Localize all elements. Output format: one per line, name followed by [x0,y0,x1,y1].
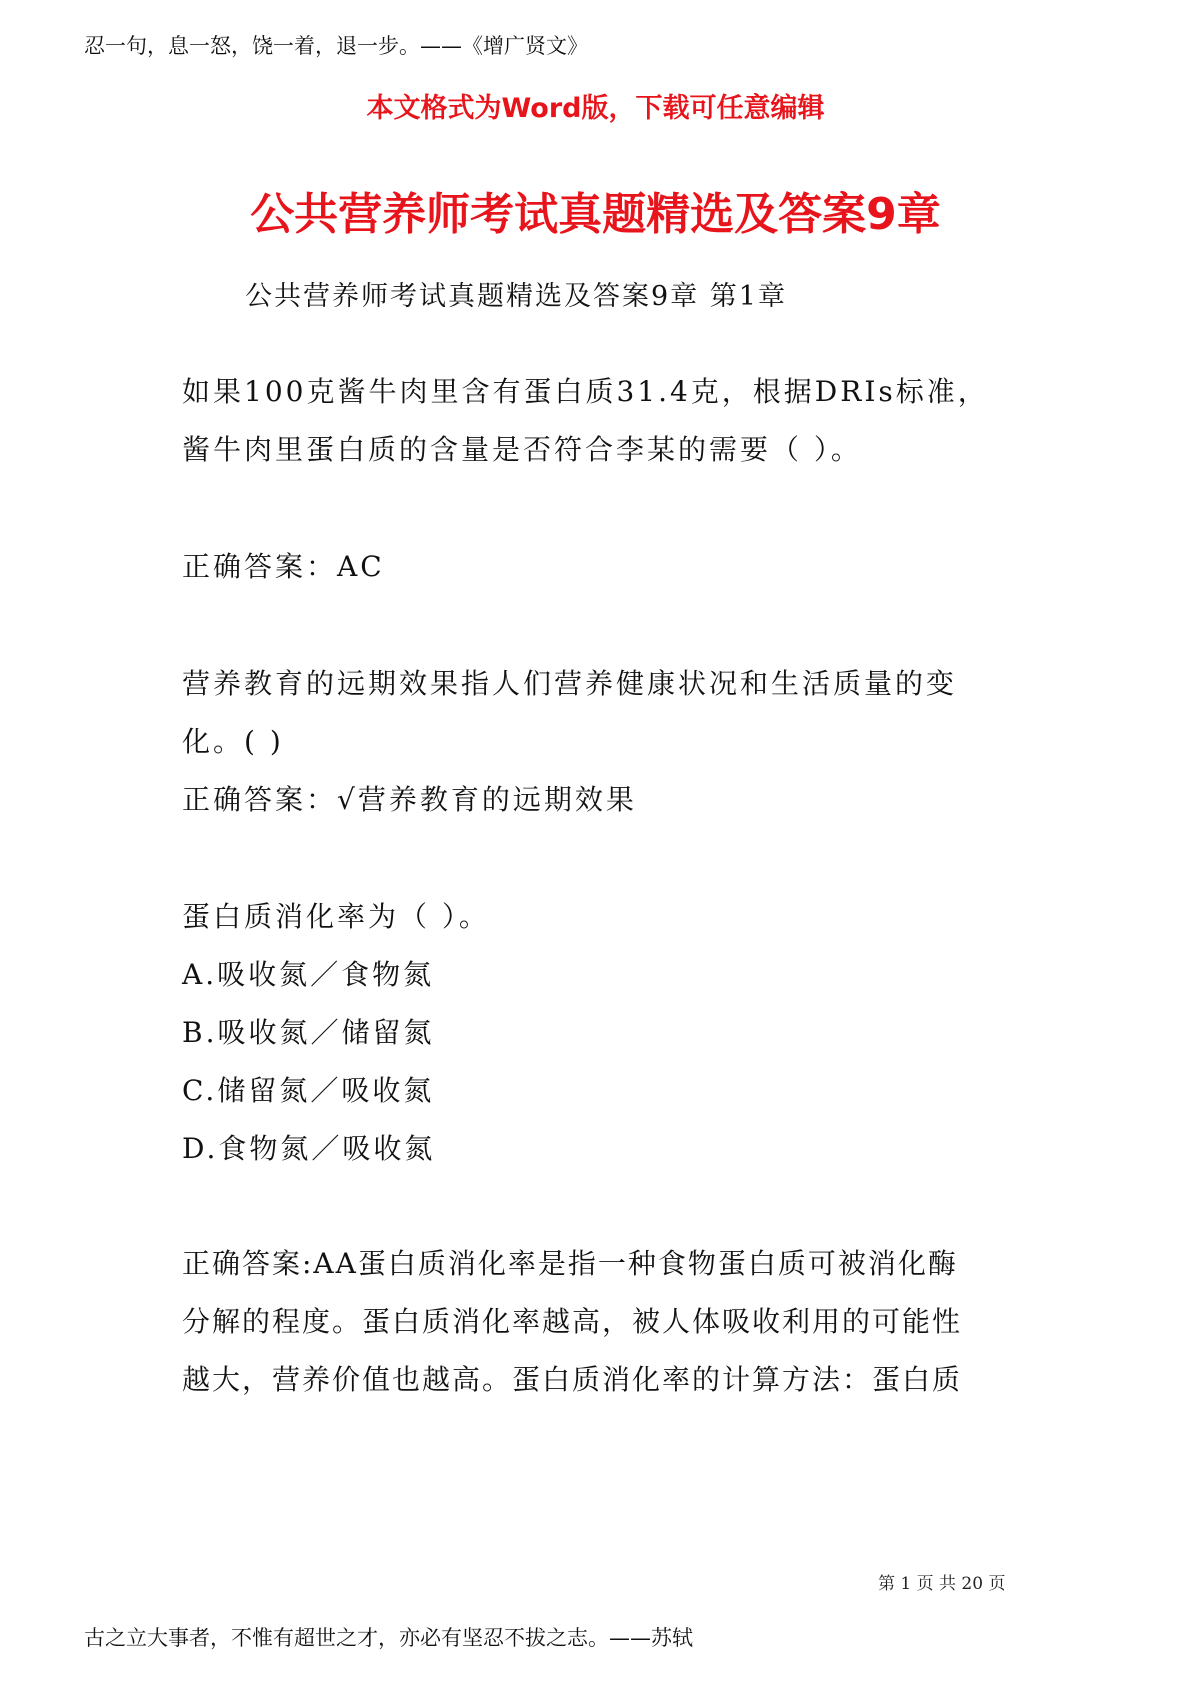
question-2-line-1: 营养教育的远期效果指人们营养健康状况和生活质量的变 [182,667,958,700]
question-3-option-d: D.食物氮／吸收氮 [182,1132,436,1165]
question-2-answer: 正确答案：√营养教育的远期效果 [182,783,637,816]
question-3-answer-line-3: 越大，营养价值也越高。蛋白质消化率的计算方法：蛋白质 [182,1363,963,1396]
footer-quote: 古之立大事者，不惟有超世之才，亦必有坚忍不拔之志。——苏轼 [84,1626,693,1650]
question-3-option-a: A.吸收氮／食物氮 [182,958,435,991]
question-3-option-b: B.吸收氮／储留氮 [182,1016,435,1049]
question-1-answer: 正确答案：AC [182,550,385,583]
question-3-text: 蛋白质消化率为（ ）。 [182,900,490,933]
document-subtitle: 公共营养师考试真题精选及答案9章 第1章 [245,281,787,312]
header-quote: 忍一句，息一怒，饶一着，退一步。——《增广贤文》 [84,34,588,58]
question-3-answer-line-1: 正确答案:AA蛋白质消化率是指一种食物蛋白质可被消化酶 [182,1247,958,1280]
format-notice: 本文格式为Word版，下载可任意编辑 [366,93,825,124]
question-2-line-2: 化。( ) [182,725,284,758]
question-1-line-1: 如果100克酱牛肉里含有蛋白质31.4克，根据DRIs标准， [182,375,989,408]
question-1-line-2: 酱牛肉里蛋白质的含量是否符合李某的需要（ ）。 [182,433,862,466]
question-3-answer-line-2: 分解的程度。蛋白质消化率越高，被人体吸收利用的可能性 [182,1305,963,1338]
question-3-option-c: C.储留氮／吸收氮 [182,1074,435,1107]
page-number: 第 1 页 共 20 页 [878,1574,1006,1594]
document-title: 公共营养师考试真题精选及答案9章 [250,189,941,240]
